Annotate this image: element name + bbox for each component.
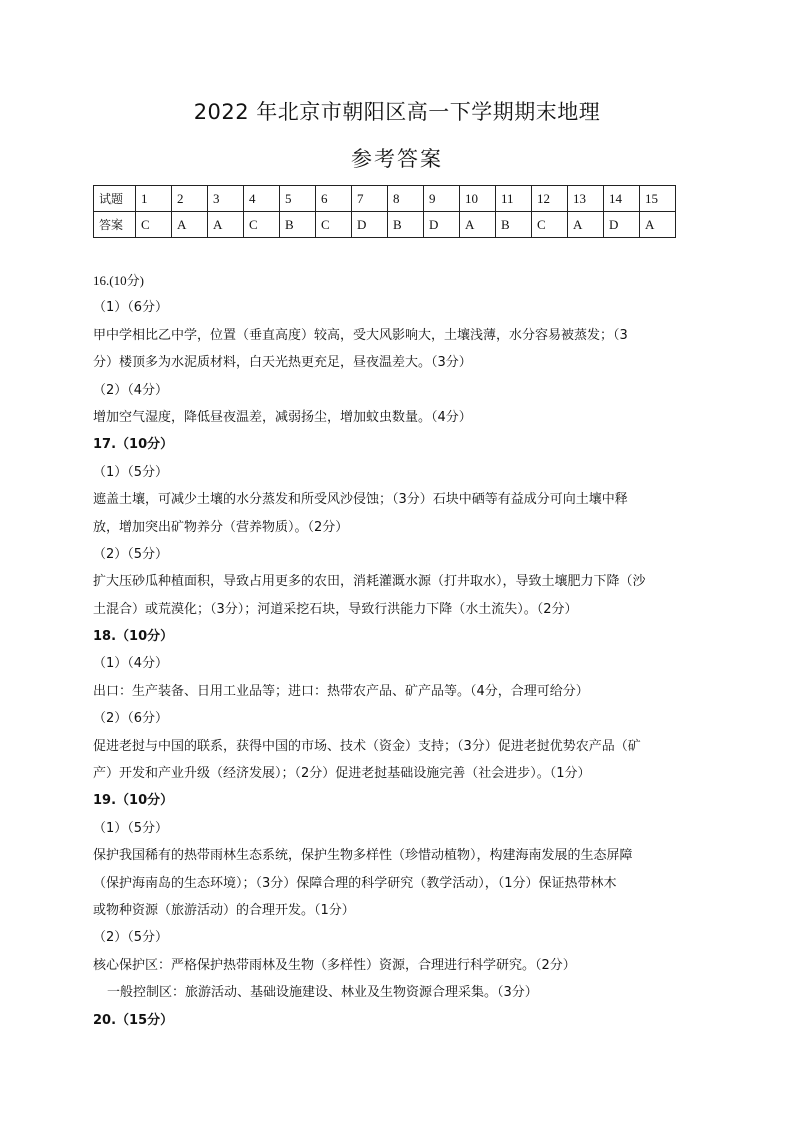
- question-heading: 20.（15分）: [93, 1012, 174, 1028]
- question-number: 14: [604, 186, 640, 212]
- question-number: 11: [496, 186, 532, 212]
- answer-row: [94, 212, 676, 238]
- answer-text: 一般控制区：旅游活动、基础设施建设、林业及生物资源合理采集。（3分）: [107, 985, 538, 1001]
- answer-cell: A: [208, 212, 244, 238]
- answer-text: 分）楼顶多为水泥质材料，白天光热更充足，昼夜温差大。（3分）: [93, 355, 472, 371]
- question-heading: 18.（10分）: [93, 629, 174, 645]
- sub-question-label: （2）（4分）: [93, 382, 169, 398]
- answer-cell: B: [388, 212, 424, 238]
- question-number: 13: [568, 186, 604, 212]
- answer-text: 促进老挝与中国的联系，获得中国的市场、技术（资金）支持；（3分）促进老挝优势农产品（矿: [93, 738, 641, 754]
- question-number: 3: [208, 186, 244, 212]
- question-heading: 17.（10分）: [93, 437, 174, 453]
- sub-question-label: （1）（5分）: [93, 464, 169, 480]
- question-number: 8: [388, 186, 424, 212]
- answer-text: 甲中学相比乙中学，位置（垂直高度）较高，受大风影响大，土壤浅薄，水分容易被蒸发；（3: [93, 327, 628, 343]
- answer-text: 遮盖土壤，可减少土壤的水分蒸发和所受风沙侵蚀；（3分）石块中硒等有益成分可向土壤中释: [93, 492, 628, 508]
- answer-cell: B: [496, 212, 532, 238]
- question-number: 10: [460, 186, 496, 212]
- answer-text: 核心保护区：严格保护热带雨林及生物（多样性）资源，合理进行科学研究。（2分）: [93, 957, 576, 973]
- answer-cell: B: [280, 212, 316, 238]
- question-heading: 16.(10分): [93, 273, 144, 288]
- answer-cell: C: [244, 212, 280, 238]
- answer-text: 或物种资源（旅游活动）的合理开发。（1分）: [93, 902, 355, 918]
- document-subtitle: 参考答案: [351, 147, 443, 171]
- answer-text: 扩大压砂瓜种植面积，导致占用更多的农田，消耗灌溉水源（打井取水），导致土壤肥力下降（沙: [93, 574, 646, 590]
- question-heading: 19.（10分）: [93, 793, 174, 809]
- answer-cell: A: [568, 212, 604, 238]
- answer-cell: A: [460, 212, 496, 238]
- answer-cell: D: [604, 212, 640, 238]
- sub-question-label: （2）（5分）: [93, 930, 169, 946]
- question-number: 1: [136, 186, 172, 212]
- question-number: 9: [424, 186, 460, 212]
- answer-cell: C: [532, 212, 568, 238]
- row-label-answers: 答案: [94, 212, 136, 238]
- question-number: 2: [172, 186, 208, 212]
- question-number: 12: [532, 186, 568, 212]
- sub-question-label: （2）（6分）: [93, 711, 169, 727]
- answer-cell: A: [172, 212, 208, 238]
- question-number: 5: [280, 186, 316, 212]
- sub-question-label: （1）（5分）: [93, 820, 169, 836]
- answer-cell: D: [352, 212, 388, 238]
- question-number-row: [94, 186, 676, 212]
- answer-cell: D: [424, 212, 460, 238]
- answer-text: 保护我国稀有的热带雨林生态系统，保护生物多样性（珍惜动植物），构建海南发展的生态屏障: [93, 848, 633, 864]
- answer-cell: C: [136, 212, 172, 238]
- question-number: 15: [640, 186, 676, 212]
- answer-cell: C: [316, 212, 352, 238]
- document-title: 2022 年北京市朝阳区高一下学期期末地理: [193, 100, 601, 124]
- question-number: 4: [244, 186, 280, 212]
- answer-text: 放，增加突出矿物养分（营养物质）。（2分）: [93, 519, 349, 535]
- row-label-questions: 试题: [94, 186, 136, 212]
- answer-cell: A: [640, 212, 676, 238]
- answer-table: [93, 185, 676, 238]
- question-number: 6: [316, 186, 352, 212]
- answer-text: 土混合）或荒漠化；（3分）；河道采挖石块，导致行洪能力下降（水土流失）。（2分）: [93, 601, 578, 617]
- question-number: 7: [352, 186, 388, 212]
- answer-content: [93, 267, 713, 1034]
- answer-text: （保护海南岛的生态环境）；（3分）保障合理的科学研究（教学活动），（1分）保证热带林木: [93, 875, 617, 891]
- answer-text: 产）开发和产业升级（经济发展）；（2分）促进老挝基础设施完善（社会进步）。（1分）: [93, 766, 591, 782]
- sub-question-label: （2）（5分）: [93, 546, 169, 562]
- answer-text: 增加空气湿度，降低昼夜温差，减弱扬尘，增加蚊虫数量。（4分）: [93, 409, 472, 425]
- sub-question-label: （1）（6分）: [93, 300, 169, 316]
- sub-question-label: （1）（4分）: [93, 656, 169, 672]
- answer-text: 出口：生产装备、日用工业品等；进口：热带农产品、矿产品等。（4分，合理可给分）: [93, 683, 589, 699]
